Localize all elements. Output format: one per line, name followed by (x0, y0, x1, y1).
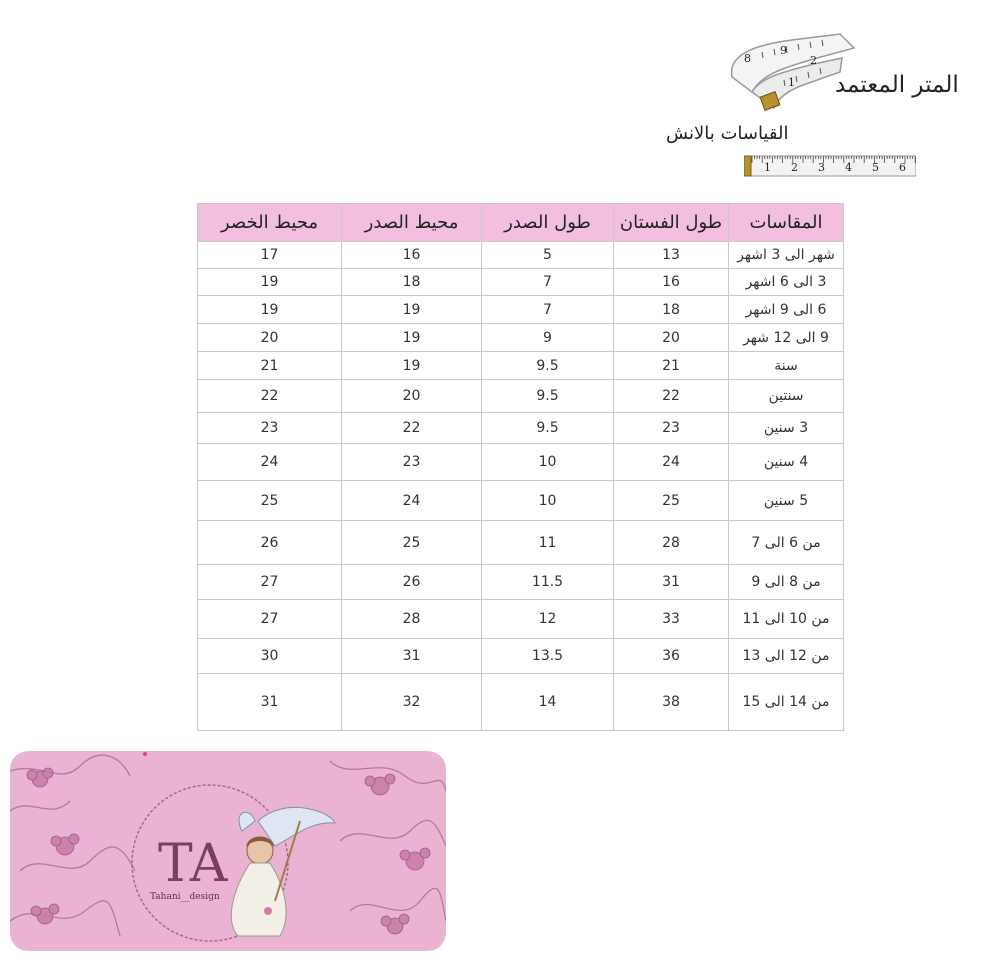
table-row (198, 352, 844, 380)
cell-chest: 25 (342, 521, 482, 565)
cell-waist: 17 (198, 242, 342, 269)
cell-size: من 8 الى 9 (729, 565, 844, 600)
cell-bodice-length: 9.5 (482, 413, 614, 444)
cell-dress-length: 23 (614, 413, 729, 444)
cell-bodice-length: 14 (482, 674, 614, 731)
cell-waist: 22 (198, 380, 342, 413)
table-row (198, 481, 844, 521)
column-header-size: المقاسات (729, 204, 844, 242)
tape-curl-number: 8 (744, 52, 751, 65)
cell-size: 3 سنين (729, 413, 844, 444)
cell-waist: 27 (198, 565, 342, 600)
page-subtitle: القياسات بالانش (666, 123, 789, 144)
cell-chest: 24 (342, 481, 482, 521)
table-header-row (198, 204, 844, 242)
cell-waist: 30 (198, 639, 342, 674)
cell-bodice-length: 7 (482, 269, 614, 296)
cell-size: شهر الى 3 اشهر (729, 242, 844, 269)
measuring-tape-strip-icon (744, 154, 916, 178)
cell-chest: 28 (342, 600, 482, 639)
cell-waist: 26 (198, 521, 342, 565)
cell-chest: 19 (342, 296, 482, 324)
cell-size: من 12 الى 13 (729, 639, 844, 674)
tape-number: 2 (791, 161, 798, 174)
tape-number: 4 (845, 161, 852, 174)
column-header-dress-length: طول الفستان (614, 204, 729, 242)
cell-bodice-length: 5 (482, 242, 614, 269)
cell-dress-length: 18 (614, 296, 729, 324)
tape-number: 3 (818, 161, 825, 174)
cell-dress-length: 22 (614, 380, 729, 413)
cell-dress-length: 25 (614, 481, 729, 521)
cell-dress-length: 28 (614, 521, 729, 565)
cell-bodice-length: 9 (482, 324, 614, 352)
cell-chest: 31 (342, 639, 482, 674)
size-chart-table (197, 203, 844, 731)
cell-chest: 18 (342, 269, 482, 296)
logo-monogram: TA (158, 834, 228, 894)
cell-dress-length: 24 (614, 444, 729, 481)
table-row (198, 296, 844, 324)
cell-size: 6 الى 9 اشهر (729, 296, 844, 324)
cell-waist: 27 (198, 600, 342, 639)
cell-waist: 23 (198, 413, 342, 444)
cell-chest: 20 (342, 380, 482, 413)
cell-chest: 26 (342, 565, 482, 600)
cell-size: 5 سنين (729, 481, 844, 521)
cell-size: من 6 الى 7 (729, 521, 844, 565)
table-row (198, 600, 844, 639)
cell-dress-length: 16 (614, 269, 729, 296)
measuring-tape-curl-icon (722, 22, 857, 117)
table-row (198, 674, 844, 731)
cell-chest: 19 (342, 352, 482, 380)
tape-curl-number: 2 (810, 54, 817, 67)
cell-size: سنتين (729, 380, 844, 413)
column-header-chest-circumference: محيط الصدر (342, 204, 482, 242)
cell-chest: 16 (342, 242, 482, 269)
table-row (198, 521, 844, 565)
tape-curl-number: 9 (780, 44, 787, 57)
cell-chest: 22 (342, 413, 482, 444)
column-header-bodice-length: طول الصدر (482, 204, 614, 242)
cell-bodice-length: 11.5 (482, 565, 614, 600)
cell-dress-length: 20 (614, 324, 729, 352)
cell-chest: 32 (342, 674, 482, 731)
cell-waist: 19 (198, 269, 342, 296)
column-header-waist-circumference: محيط الخصر (198, 204, 342, 242)
cell-dress-length: 13 (614, 242, 729, 269)
cell-dress-length: 31 (614, 565, 729, 600)
logo-caption: Tahani__design (150, 892, 220, 902)
cell-waist: 20 (198, 324, 342, 352)
table-row (198, 444, 844, 481)
tape-curl-number: 1 (788, 76, 795, 89)
cell-chest: 23 (342, 444, 482, 481)
cell-size: سنة (729, 352, 844, 380)
table-row (198, 639, 844, 674)
table-row (198, 380, 844, 413)
cell-bodice-length: 9.5 (482, 352, 614, 380)
cell-size: 4 سنين (729, 444, 844, 481)
cell-bodice-length: 7 (482, 296, 614, 324)
cell-dress-length: 38 (614, 674, 729, 731)
cell-size: 3 الى 6 اشهر (729, 269, 844, 296)
cell-bodice-length: 11 (482, 521, 614, 565)
tape-number: 1 (764, 161, 771, 174)
cell-waist: 31 (198, 674, 342, 731)
cell-waist: 21 (198, 352, 342, 380)
cell-dress-length: 36 (614, 639, 729, 674)
cell-size: من 14 الى 15 (729, 674, 844, 731)
table-row (198, 242, 844, 269)
page-title: المتر المعتمد (835, 72, 959, 98)
cell-chest: 19 (342, 324, 482, 352)
cell-bodice-length: 10 (482, 481, 614, 521)
table-row (198, 413, 844, 444)
cell-bodice-length: 13.5 (482, 639, 614, 674)
tape-number: 6 (899, 161, 906, 174)
cell-waist: 25 (198, 481, 342, 521)
cell-bodice-length: 10 (482, 444, 614, 481)
cell-waist: 19 (198, 296, 342, 324)
cell-waist: 24 (198, 444, 342, 481)
cell-bodice-length: 12 (482, 600, 614, 639)
table-row (198, 324, 844, 352)
cell-dress-length: 21 (614, 352, 729, 380)
table-row (198, 565, 844, 600)
cell-size: 9 الى 12 شهر (729, 324, 844, 352)
cell-dress-length: 33 (614, 600, 729, 639)
cell-bodice-length: 9.5 (482, 380, 614, 413)
brand-logo-card (10, 751, 446, 951)
tape-number: 5 (872, 161, 879, 174)
table-row (198, 269, 844, 296)
cell-size: من 10 الى 11 (729, 600, 844, 639)
